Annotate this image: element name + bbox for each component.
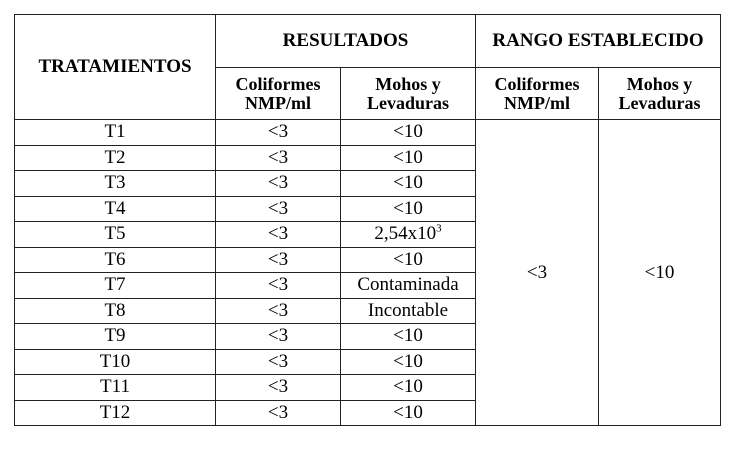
subheader-line: Mohos y xyxy=(375,73,441,94)
cell-tratamiento: T12 xyxy=(15,400,216,426)
mohos-value: 2,54x10 xyxy=(374,223,437,245)
cell-mohos: <10 xyxy=(341,400,476,426)
cell-mohos: <10 xyxy=(341,196,476,222)
subheader-coliformes-resultados xyxy=(216,68,341,120)
subheader-line: Levaduras xyxy=(618,92,701,113)
cell-coliformes: <3 xyxy=(216,171,341,197)
cell-coliformes: <3 xyxy=(216,247,341,273)
cell-tratamiento: T6 xyxy=(15,247,216,273)
subheader-line: NMP/ml xyxy=(504,92,570,113)
cell-mohos: <10 xyxy=(341,171,476,197)
cell-rango-coliformes: <3 xyxy=(476,120,599,426)
cell-mohos: <10 xyxy=(341,349,476,375)
subheader-line: Levaduras xyxy=(367,92,450,113)
subheader-mohos-resultados xyxy=(341,68,476,120)
cell-mohos: <10 xyxy=(341,145,476,171)
cell-tratamiento: T9 xyxy=(15,324,216,350)
cell-tratamiento: T7 xyxy=(15,273,216,299)
cell-coliformes: <3 xyxy=(216,375,341,401)
cell-tratamiento: T4 xyxy=(15,196,216,222)
cell-rango-mohos: <10 xyxy=(599,120,721,426)
cell-coliformes: <3 xyxy=(216,324,341,350)
cell-tratamiento: T3 xyxy=(15,171,216,197)
cell-tratamiento: T2 xyxy=(15,145,216,171)
cell-coliformes: <3 xyxy=(216,349,341,375)
cell-mohos: <10 xyxy=(341,247,476,273)
cell-coliformes: <3 xyxy=(216,145,341,171)
subheader-line: Coliformes xyxy=(494,73,580,94)
cell-tratamiento: T1 xyxy=(15,120,216,146)
cell-coliformes: <3 xyxy=(216,298,341,324)
subheader-coliformes-rango xyxy=(476,68,599,120)
cell-mohos: Incontable xyxy=(341,298,476,324)
cell-tratamiento: T10 xyxy=(15,349,216,375)
table-row xyxy=(15,120,721,146)
cell-mohos: <10 xyxy=(341,375,476,401)
subheader-line: Mohos y xyxy=(626,73,693,94)
cell-tratamiento: T11 xyxy=(15,375,216,401)
cell-mohos: Contaminada xyxy=(341,273,476,299)
subheader-mohos-rango xyxy=(599,68,721,120)
subheader-line: NMP/ml xyxy=(245,92,311,113)
cell-tratamiento: T8 xyxy=(15,298,216,324)
results-table xyxy=(14,14,721,426)
cell-coliformes: <3 xyxy=(216,222,341,248)
cell-coliformes: <3 xyxy=(216,400,341,426)
header-tratamientos: TRATAMIENTOS xyxy=(15,15,216,120)
header-rango-establecido: RANGO ESTABLECIDO xyxy=(476,15,721,68)
cell-mohos xyxy=(341,222,476,248)
header-resultados: RESULTADOS xyxy=(216,15,476,68)
cell-coliformes: <3 xyxy=(216,120,341,146)
cell-tratamiento: T5 xyxy=(15,222,216,248)
cell-mohos: <10 xyxy=(341,324,476,350)
cell-mohos: <10 xyxy=(341,120,476,146)
subheader-line: Coliformes xyxy=(235,73,321,94)
exponent: 3 xyxy=(436,222,442,235)
cell-coliformes: <3 xyxy=(216,273,341,299)
cell-coliformes: <3 xyxy=(216,196,341,222)
